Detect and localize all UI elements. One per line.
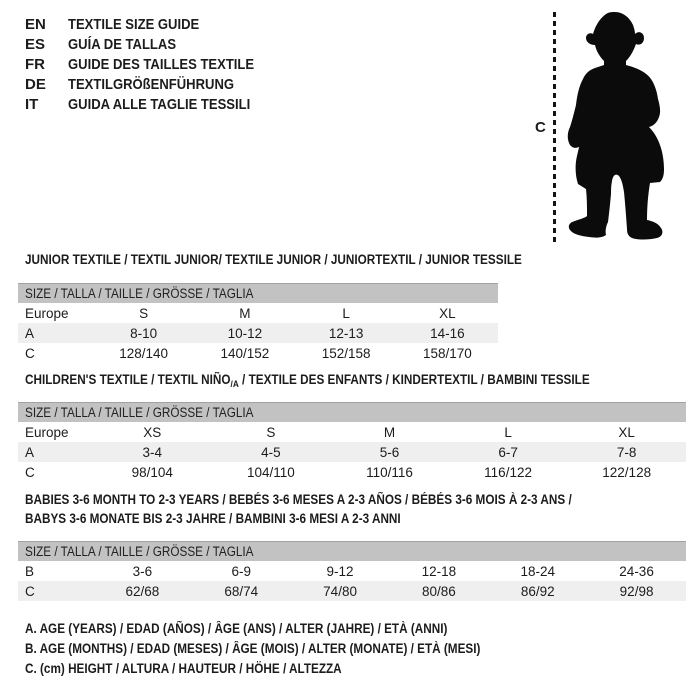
language-row — [25, 15, 282, 35]
height-cell: 92/98 — [587, 581, 686, 601]
baby-silhouette-icon — [565, 9, 700, 244]
age-cell: 24-36 — [619, 563, 654, 579]
size-cell: M — [383, 424, 396, 440]
footnote-a: A. AGE (YEARS) / EDAD (AÑOS) / ÂGE (ANS) / ALTER (JAHRE) / ETÀ (ANNI) — [25, 621, 448, 636]
row-label: A — [18, 323, 93, 343]
row-label: C — [25, 345, 35, 361]
height-cell: 116/122 — [484, 464, 532, 480]
height-cell: 128/140 — [119, 345, 169, 361]
size-cell: L — [504, 424, 512, 440]
language-code: IT — [25, 96, 39, 113]
language-label: GUIDA ALLE TAGLIE TESSILI — [68, 96, 251, 113]
language-label: GUIDE DES TAILLES TEXTILE — [68, 56, 255, 73]
height-cell: 104/110 — [246, 464, 295, 480]
language-label: GUÍA DE TALLAS — [68, 36, 177, 53]
height-cell: 86/92 — [488, 581, 587, 601]
babies-size-header-bar: SIZE / TALLA / TAILLE / GRÖSSE / TAGLIA — [18, 541, 686, 561]
table-row — [18, 581, 686, 601]
table-row — [18, 462, 686, 482]
height-cell: 110/116 — [366, 464, 413, 480]
age-cell: 12-18 — [421, 563, 457, 579]
height-cell: 122/128 — [602, 464, 652, 480]
junior-size-header-bar: SIZE / TALLA / TAILLE / GRÖSSE / TAGLIA — [18, 283, 498, 303]
table-row — [18, 422, 686, 442]
language-row — [25, 35, 282, 55]
row-label: Europe — [25, 305, 69, 321]
row-label: C — [25, 464, 35, 480]
language-code: ES — [25, 36, 46, 53]
language-label: TEXTILE SIZE GUIDE — [68, 16, 200, 33]
language-row — [25, 75, 282, 95]
language-row — [25, 55, 282, 75]
height-cell: 80/86 — [389, 581, 488, 601]
age-cell: 10-12 — [194, 323, 295, 343]
babies-section-title: BABIES 3-6 MONTH TO 2-3 YEARS / BEBÉS 3-6 MESES A 2-3 AÑOS / BÉBÉS 3-6 MOIS À 2-3 ANS / BABYS 3-6 MONATE BIS 2-3 JAHRE / BAMBINI 3-6 MESI A 2-3 ANNI — [25, 492, 572, 526]
size-cell: M — [239, 305, 251, 321]
language-code: FR — [25, 56, 45, 73]
language-code: EN — [25, 16, 46, 33]
children-section-title: CHILDREN'S TEXTILE / TEXTIL $NIÑO_{/A}$ / TEXTILE DES ENFANTS / KINDERTEXTIL / BAMBINI TESSILE — [25, 372, 590, 390]
age-cell: 18-24 — [520, 563, 555, 579]
age-cell: 3-6 — [132, 563, 153, 579]
row-label: B — [25, 563, 35, 579]
subscript-text: /A — [230, 379, 239, 390]
age-cell: 9-12 — [326, 563, 354, 579]
language-list — [25, 15, 282, 115]
table-row — [18, 561, 686, 581]
row-label: C — [18, 581, 93, 601]
children-size-header-bar: SIZE / TALLA / TAILLE / GRÖSSE / TAGLIA — [18, 402, 686, 422]
height-cell: 98/104 — [131, 464, 173, 480]
age-cell: 3-4 — [93, 442, 212, 462]
babies-size-table — [18, 561, 686, 601]
age-cell: 5-6 — [330, 442, 449, 462]
size-cell: XL — [439, 305, 456, 321]
height-cell: 140/152 — [220, 345, 270, 361]
height-dotted-line — [553, 12, 556, 242]
size-cell: S — [266, 424, 276, 440]
table-row — [18, 303, 498, 323]
age-cell: 6-7 — [449, 442, 568, 462]
age-cell: 7-8 — [567, 442, 686, 462]
footnotes — [25, 619, 548, 679]
language-code: DE — [25, 76, 46, 93]
language-row — [25, 95, 282, 115]
age-cell: 12-13 — [296, 323, 397, 343]
age-cell: 6-9 — [231, 563, 251, 579]
age-cell: 8-10 — [93, 323, 194, 343]
row-label: A — [18, 442, 93, 462]
size-cell: L — [342, 305, 350, 321]
height-cell: 74/80 — [291, 581, 390, 601]
table-row — [18, 323, 498, 343]
size-cell: XS — [143, 424, 162, 440]
table-row — [18, 442, 686, 462]
table-row — [18, 343, 498, 363]
row-label: Europe — [25, 424, 69, 440]
language-label: TEXTILGRÖßENFÜHRUNG — [68, 76, 235, 93]
footnote-b: B. AGE (MONTHS) / EDAD (MESES) / ÂGE (MOIS) / ALTER (MONATE) / ETÀ (MESI) — [25, 641, 481, 656]
age-cell: 14-16 — [397, 323, 498, 343]
height-cell: 158/170 — [422, 345, 472, 361]
age-cell: 4-5 — [212, 442, 331, 462]
size-cell: S — [139, 305, 149, 321]
height-cell: 68/74 — [192, 581, 291, 601]
size-cell: XL — [618, 424, 635, 440]
children-size-table — [18, 422, 686, 482]
junior-section-title: JUNIOR TEXTILE / TEXTIL JUNIOR/ TEXTILE JUNIOR / JUNIORTEXTIL / JUNIOR TESSILE — [25, 252, 522, 267]
height-cell: 62/68 — [93, 581, 192, 601]
footnote-c: C. (cm) HEIGHT / ALTURA / HAUTEUR / HÖHE / ALTEZZA — [25, 661, 342, 676]
height-cell: 152/158 — [321, 345, 371, 361]
height-measure-label: C — [535, 119, 546, 136]
junior-size-table — [18, 303, 498, 363]
